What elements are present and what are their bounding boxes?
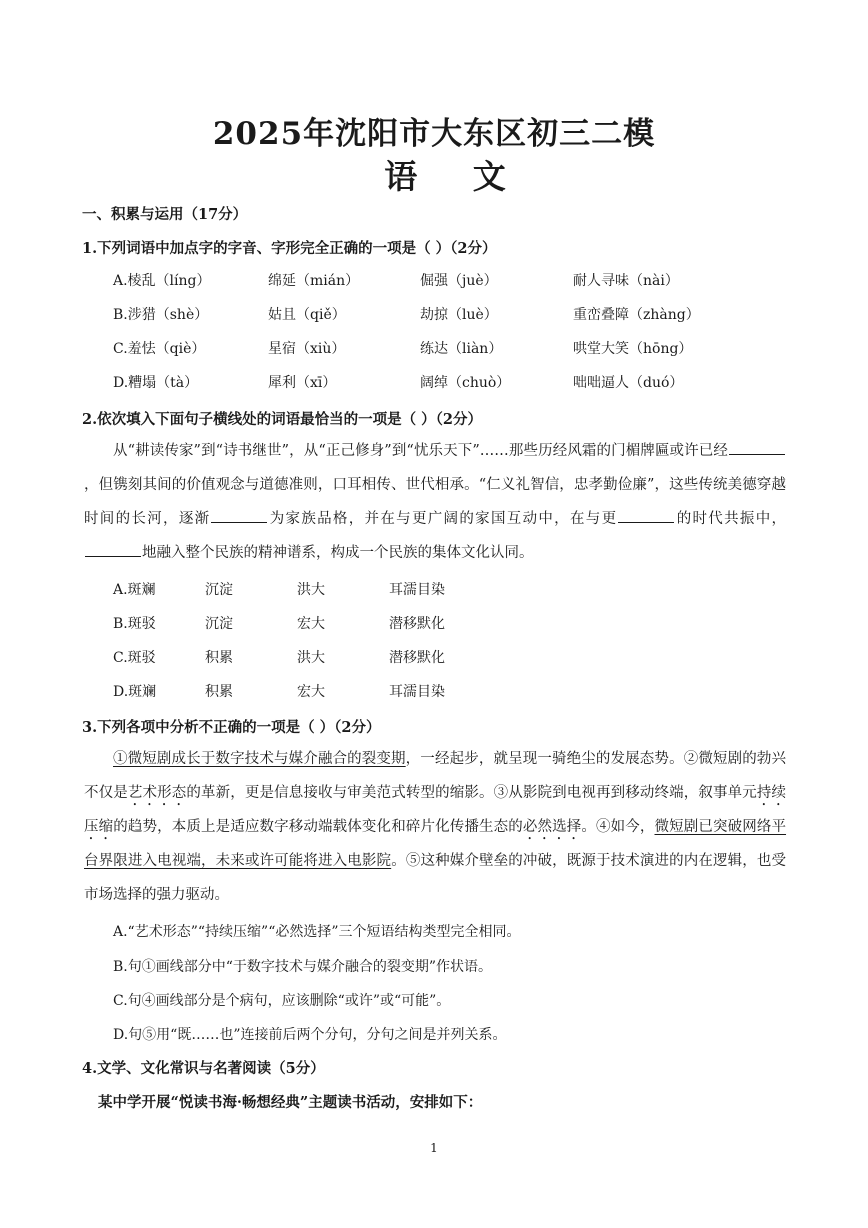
- page-number: 1: [430, 1141, 438, 1155]
- section-heading: 一、积累与运用（17分）: [82, 206, 248, 223]
- q2-option-b-word1: B.斑驳: [113, 616, 156, 632]
- fill-blank-2: [211, 508, 267, 523]
- q1-option-b-word4: 重峦叠障（zhàng）: [573, 307, 700, 323]
- q3-option-c: C.句④画线部分是个病句，应该删除“或许”或“可能”。: [113, 993, 451, 1009]
- passage-text-s3: 的趋势，本质上是适应数字移动端载体变化和碎片化传播生态的: [113, 819, 523, 835]
- fill-blank-4: [85, 542, 141, 557]
- q1-option-d-word4: 咄咄逼人（duó）: [573, 375, 684, 391]
- question-4-stem: 4.文学、文化常识与名著阅读（5分）: [82, 1060, 325, 1077]
- dotted-phrase-2: 持续压缩: [84, 785, 787, 835]
- passage-text-4: 的时代共振中，: [675, 511, 787, 527]
- passage-text-2: ，但镌刻其间的价值观念与道德准则，口耳相传、世代相承。“仁义礼智信，忠孝勤俭廉”，这些传统美德穿越时间的长河，逐渐: [84, 477, 786, 527]
- q3-option-a: A.“艺术形态”“持续压缩”“必然选择”三个短语结构类型完全相同。: [113, 924, 521, 940]
- q2-option-c-word2: 积累: [205, 650, 233, 666]
- q2-option-b-word4: 潜移默化: [389, 616, 445, 632]
- underlined-sentence-4: 微短剧已突破网络平台界限进入电视端，未来或许可能将进入电影院: [84, 819, 787, 869]
- q2-option-c-word3: 洪大: [297, 650, 325, 666]
- q3-option-d: D.句⑤用“既……也”连接前后两个分句，分句之间是并列关系。: [113, 1027, 507, 1043]
- passage-text-1: 从“耕读传家”到“诗书继世”，从“正己修身”到“忧乐天下”……那些历经风霜的门楣牌匾或许已经: [113, 443, 728, 459]
- question-2-stem: 2.依次填入下面句子横线处的词语最恰当的一项是（ ）（2分）: [82, 411, 483, 428]
- passage-text-s2: 的革新，更是信息接收与审美范式转型的缩影。③从影院到电视再到移动终端，叙事单元: [186, 785, 757, 801]
- question-3-passage: [84, 742, 786, 912]
- question-1-stem: 1.下列词语中加点字的字音、字形完全正确的一项是（ ）（2分）: [82, 240, 497, 257]
- q2-option-a-word3: 洪大: [297, 582, 325, 598]
- dotted-phrase-3: 必然选择: [522, 819, 582, 835]
- passage-text-s4: 。④如今，: [581, 819, 655, 835]
- question-3-stem: 3.下列各项中分析不正确的一项是（ ）（2分）: [82, 719, 381, 736]
- q1-option-a-word4: 耐人寻味（nài）: [573, 273, 679, 289]
- q2-option-d-word4: 耳濡目染: [389, 684, 445, 700]
- q2-option-a-word1: A.斑斓: [113, 582, 156, 598]
- exam-title: 2025年沈阳市大东区初三二模: [212, 116, 656, 152]
- q2-option-d-word2: 积累: [205, 684, 233, 700]
- q1-option-b-word3: 劫掠（luè）: [420, 307, 498, 323]
- underlined-sentence-1: ①微短剧成长于数字技术与媒介融合的裂变期: [113, 751, 406, 767]
- passage-text-s1: ，一经起步，就呈现一骑绝尘的发展态势。②微短剧的勃兴不仅是: [84, 751, 787, 801]
- passage-text-3: 为家族品格，并在与更广阔的家国互动中，在与更: [268, 511, 618, 527]
- q3-option-b: B.句①画线部分中“于数字技术与媒介融合的裂变期”作状语。: [113, 959, 493, 975]
- q1-option-d-word2: 犀利（xī）: [268, 375, 337, 391]
- question-4-intro: 某中学开展“悦读书海·畅想经典”主题读书活动，安排如下：: [98, 1094, 483, 1111]
- q1-option-c-word4: 哄堂大笑（hōng）: [573, 341, 693, 357]
- q2-option-a-word2: 沉淀: [205, 582, 233, 598]
- q2-option-a-word4: 耳濡目染: [389, 582, 445, 598]
- q1-option-c-word2: 星宿（xiù）: [268, 341, 346, 357]
- q2-option-d-word1: D.斑斓: [113, 684, 157, 700]
- q2-option-b-word3: 宏大: [297, 616, 325, 632]
- subject-title: 语 文: [384, 157, 528, 196]
- fill-blank-1: [729, 440, 785, 455]
- q1-option-c-word1: C.羞怯（qiè）: [113, 341, 206, 357]
- q1-option-b-word1: B.涉猎（shè）: [113, 307, 209, 323]
- dotted-phrase-1: 艺术形态: [127, 785, 187, 801]
- passage-text-s5: 。⑤这种媒介壁垒的冲破，既源于技术演进的内在逻辑，也受市场选择的强力驱动。: [84, 853, 787, 903]
- q1-option-a-word1: A.棱乱（líng）: [113, 273, 211, 289]
- q1-option-a-word3: 倔强（juè）: [420, 273, 498, 289]
- q1-option-b-word2: 姑且（qiě）: [268, 307, 346, 323]
- q2-option-c-word1: C.斑驳: [113, 650, 156, 666]
- q2-option-c-word4: 潜移默化: [389, 650, 445, 666]
- q1-option-c-word3: 练达（liàn）: [420, 341, 503, 357]
- fill-blank-3: [618, 508, 674, 523]
- q2-option-d-word3: 宏大: [297, 684, 325, 700]
- q1-option-d-word3: 阔绰（chuò）: [420, 375, 511, 391]
- q2-option-b-word2: 沉淀: [205, 616, 233, 632]
- question-2-passage: [84, 434, 786, 570]
- q1-option-a-word2: 绵延（mián）: [268, 273, 360, 289]
- passage-text-5: 地融入整个民族的精神谱系，构成一个民族的集体文化认同。: [142, 545, 534, 561]
- q1-option-d-word1: D.糟塌（tà）: [113, 375, 199, 391]
